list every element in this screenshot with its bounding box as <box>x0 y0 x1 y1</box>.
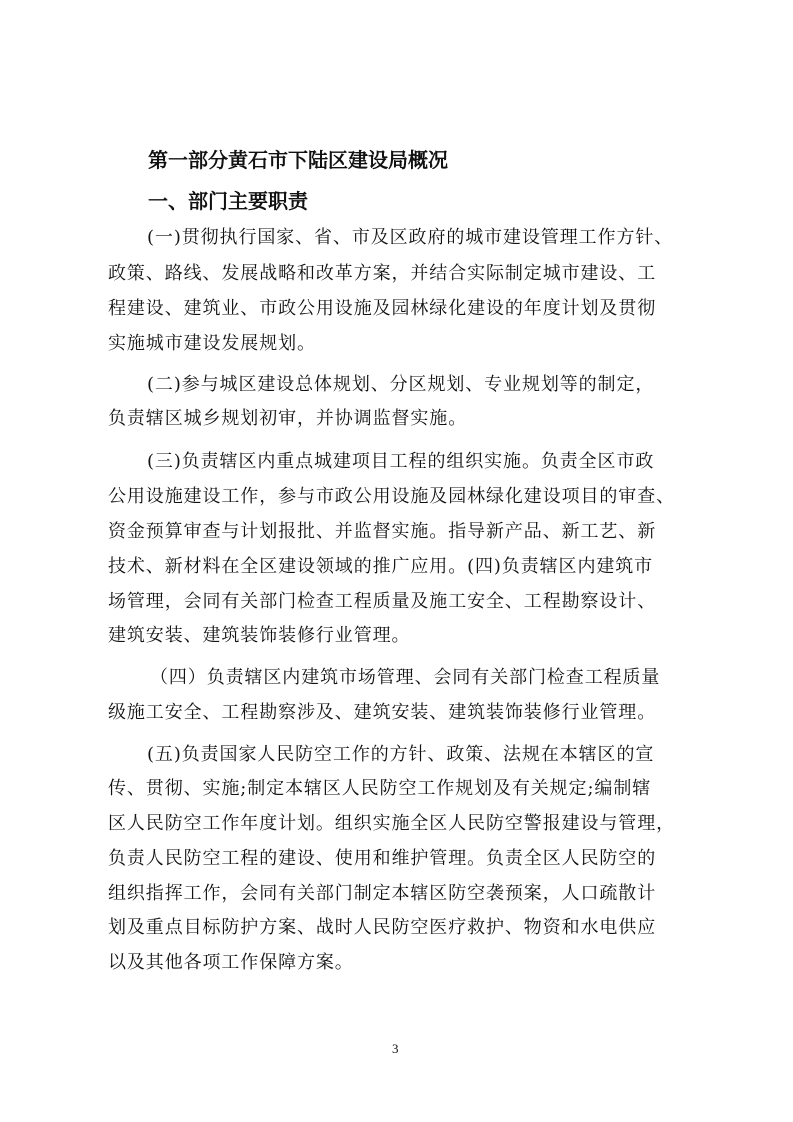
paragraph-line: 建筑安装、建筑装饰装修行业管理。 <box>108 625 411 646</box>
paragraph-line: 传、贯彻、实施;制定本辖区人民防空工作规划及有关规定;编制辖 <box>108 778 652 799</box>
paragraph-line: 公用设施建设工作，参与市政公用设施及园林绿化建设项目的审查、 <box>108 486 675 507</box>
paragraph-line: 划及重点目标防护方案、战时人民防空医疗救护、物资和水电供应 <box>108 917 657 938</box>
paragraph-line: 负责人民防空工程的建设、使用和维护管理。负责全区人民防空的 <box>108 848 657 869</box>
paragraph-line: 负责辖区城乡规划初审，并协调监督实施。 <box>108 408 468 429</box>
paragraph-line: 实施城市建设发展规划。 <box>108 333 316 354</box>
page-number: 3 <box>392 1041 399 1056</box>
paragraph-line: 级施工安全、工程勘察涉及、建筑安装、建筑装饰装修行业管理。 <box>108 702 657 723</box>
paragraph-line: 政策、路线、发展战略和改革方案，并结合实际制定城市建设、工 <box>108 263 657 284</box>
paragraph-line: (二)参与城区建设总体规划、分区规划、专业规划等的制定， <box>147 374 655 395</box>
paragraph-line: （四）负责辖区内建筑市场管理、会同有关部门检查工程质量 <box>150 667 661 688</box>
paragraph-line: 资金预算审查与计划报批、并监督实施。指导新产品、新工艺、新 <box>108 521 657 542</box>
paragraph-line: 程建设、建筑业、市政公用设施及园林绿化建设的年度计划及贯彻 <box>108 298 657 319</box>
paragraph-line: 场管理，会同有关部门检查工程质量及施工安全、工程勘察设计、 <box>108 591 657 612</box>
paragraph-line: 以及其他各项工作保障方案。 <box>108 952 354 973</box>
paragraph-line: 组织指挥工作，会同有关部门制定本辖区防空袭预案，人口疏散计 <box>108 883 657 904</box>
paragraph-line: (三)负责辖区内重点城建项目工程的组织实施。负责全区市政 <box>147 451 655 472</box>
section-heading: 一、部门主要职责 <box>148 189 308 213</box>
paragraph-line: (一)贯彻执行国家、省、市及区政府的城市建设管理工作方针、 <box>147 227 674 248</box>
paragraph-line: 技术、新材料在全区建设领域的推广应用。(四)负责辖区内建筑市 <box>108 556 654 577</box>
paragraph-line: (五)负责国家人民防空工作的方针、政策、法规在本辖区的宣 <box>147 744 655 765</box>
part-heading: 第一部分黄石市下陆区建设局概况 <box>148 148 448 172</box>
paragraph-line: 区人民防空工作年度计划。组织实施全区人民防空警报建设与管理， <box>108 813 675 834</box>
